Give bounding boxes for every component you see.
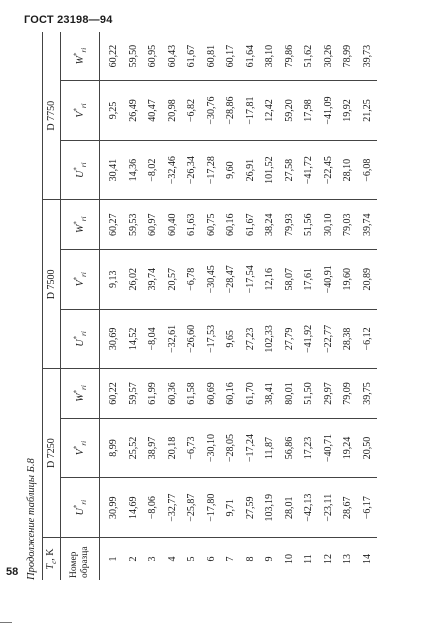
table-row	[338, 32, 358, 580]
table-cell: 27,79	[280, 309, 300, 369]
table-cell: 38,24	[260, 200, 280, 249]
table-cell: −28,05	[221, 418, 241, 478]
table-cell: 20,18	[163, 418, 183, 478]
sample-number-header: Номер образца	[61, 538, 100, 581]
table-cell: 101,52	[260, 140, 280, 200]
table-cell: 9,25	[100, 81, 124, 141]
table-cell: −17,54	[241, 249, 261, 309]
table-cell: 79,09	[338, 369, 358, 418]
rotated-table-block	[26, 30, 406, 580]
table-row	[241, 32, 261, 580]
table-cell: −32,61	[163, 309, 183, 369]
table-cell: 29,97	[319, 369, 339, 418]
group-header-d7750: D 7750	[43, 32, 61, 200]
sample-number: 10	[283, 554, 295, 564]
table-cell: 40,47	[143, 81, 163, 141]
table-cell: −42,13	[299, 478, 319, 538]
table-cell: 56,86	[280, 418, 300, 478]
sample-number: 8	[244, 556, 256, 562]
sample-number: 6	[205, 556, 217, 562]
table-cell: 59,20	[280, 81, 300, 141]
table-cell: −8,02	[143, 140, 163, 200]
table-cell: 79,93	[280, 200, 300, 249]
column-header: $U^*_{ri}$	[61, 309, 100, 369]
table-cell: −41,09	[319, 81, 339, 141]
sample-number: 5	[186, 556, 198, 562]
sample-number: 4	[166, 556, 178, 562]
table-cell: 21,25	[358, 81, 378, 141]
table-cell: 60,16	[221, 369, 241, 418]
column-header: $U^*_{ri}$	[61, 140, 100, 200]
table-cell: 102,33	[260, 309, 280, 369]
temperature-label-cell: $T_c$, K	[43, 538, 61, 581]
group-header-d7500: D 7500	[43, 200, 61, 369]
table-cell: 60,16	[221, 200, 241, 249]
table-cell: −22,45	[319, 140, 339, 200]
table-cell: 60,97	[143, 200, 163, 249]
table-cell: −23,11	[319, 478, 339, 538]
table-row	[280, 32, 300, 580]
corner-mark	[0, 622, 12, 623]
table-cell: −30,76	[202, 81, 222, 141]
table-cell: −32,77	[163, 478, 183, 538]
table-cell: 17,98	[299, 81, 319, 141]
table-row	[202, 32, 222, 580]
table-cell: 17,23	[299, 418, 319, 478]
table-cell: 51,50	[299, 369, 319, 418]
table-cell: 9,71	[221, 478, 241, 538]
sample-number: 14	[361, 554, 373, 564]
table-cell: −17,80	[202, 478, 222, 538]
table-cell: 25,52	[124, 418, 144, 478]
table-cell: 20,57	[163, 249, 183, 309]
table-cell: 12,16	[260, 249, 280, 309]
sample-number: 1	[108, 556, 120, 562]
sample-number: 2	[127, 556, 139, 562]
document-header: ГОСТ 23198—94	[24, 14, 113, 26]
data-table	[42, 32, 377, 580]
column-header: $W^*_{ri}$	[61, 200, 100, 249]
table-row	[143, 32, 163, 580]
table-cell: 61,70	[241, 369, 261, 418]
table-cell: 20,89	[358, 249, 378, 309]
table-cell: 26,49	[124, 81, 144, 141]
table-cell: 20,98	[163, 81, 183, 141]
table-cell: 28,67	[338, 478, 358, 538]
table-cell: 61,99	[143, 369, 163, 418]
table-cell: 60,95	[143, 32, 163, 81]
column-header: $V^*_{ri}$	[61, 81, 100, 141]
table-cell: 39,75	[358, 369, 378, 418]
column-header: $V^*_{ri}$	[61, 249, 100, 309]
table-cell: 30,41	[100, 140, 124, 200]
table-cell: 60,17	[221, 32, 241, 81]
sample-number: 12	[322, 554, 334, 564]
column-header: $V^*_{ri}$	[61, 418, 100, 478]
table-cell: 12,42	[260, 81, 280, 141]
table-cell: 8,99	[100, 418, 124, 478]
table-cell: 27,23	[241, 309, 261, 369]
table-cell: 14,36	[124, 140, 144, 200]
table-cell: −41,72	[299, 140, 319, 200]
table-caption: Продолжение таблицы Б.8	[26, 458, 37, 580]
sample-number: 9	[264, 556, 276, 562]
table-cell: −6,17	[358, 478, 378, 538]
table-cell: −40,91	[319, 249, 339, 309]
table-cell: −17,24	[241, 418, 261, 478]
table-cell: −6,73	[182, 418, 202, 478]
column-header: $W^*_{ri}$	[61, 32, 100, 81]
table-cell: −17,53	[202, 309, 222, 369]
table-cell: −30,45	[202, 249, 222, 309]
table-cell: 51,56	[299, 200, 319, 249]
sample-number: 3	[147, 556, 159, 562]
table-cell: 39,74	[143, 249, 163, 309]
table-cell: 38,10	[260, 32, 280, 81]
table-cell: 60,36	[163, 369, 183, 418]
table-cell: −17,81	[241, 81, 261, 141]
table-cell: −40,71	[319, 418, 339, 478]
table-cell: 14,52	[124, 309, 144, 369]
table-cell: −6,78	[182, 249, 202, 309]
table-row	[319, 32, 339, 580]
table-cell: 27,58	[280, 140, 300, 200]
table-cell: 39,74	[358, 200, 378, 249]
table-cell: −25,87	[182, 478, 202, 538]
table-cell: −26,60	[182, 309, 202, 369]
table-cell: 59,57	[124, 369, 144, 418]
table-cell: 11,87	[260, 418, 280, 478]
table-cell: −6,08	[358, 140, 378, 200]
table-cell: 60,69	[202, 369, 222, 418]
table-row	[358, 32, 378, 580]
sample-number: 13	[342, 554, 354, 564]
table-cell: 28,01	[280, 478, 300, 538]
table-cell: 19,60	[338, 249, 358, 309]
table-cell: 61,64	[241, 32, 261, 81]
table-cell: 9,13	[100, 249, 124, 309]
table-cell: 60,27	[100, 200, 124, 249]
table-cell: 14,69	[124, 478, 144, 538]
table-cell: 59,53	[124, 200, 144, 249]
table-cell: 80,01	[280, 369, 300, 418]
table-row	[260, 32, 280, 580]
table-cell: 59,50	[124, 32, 144, 81]
table-cell: −30,10	[202, 418, 222, 478]
table-cell: 38,41	[260, 369, 280, 418]
table-cell: 79,03	[338, 200, 358, 249]
table-cell: 51,62	[299, 32, 319, 81]
table-cell: −6,82	[182, 81, 202, 141]
table-cell: 61,67	[241, 200, 261, 249]
column-header: $U^*_{ri}$	[61, 478, 100, 538]
table-cell: 79,86	[280, 32, 300, 81]
table-cell: 9,60	[221, 140, 241, 200]
table-cell: 103,19	[260, 478, 280, 538]
table-cell: −17,28	[202, 140, 222, 200]
table-cell: 30,26	[319, 32, 339, 81]
table-cell: −26,34	[182, 140, 202, 200]
table-row	[163, 32, 183, 580]
table-cell: 9,65	[221, 309, 241, 369]
table-cell: 30,69	[100, 309, 124, 369]
table-cell: 60,40	[163, 200, 183, 249]
table-cell: 61,63	[182, 200, 202, 249]
table-cell: 58,07	[280, 249, 300, 309]
table-cell: 28,38	[338, 309, 358, 369]
table-cell: 30,10	[319, 200, 339, 249]
table-cell: 28,10	[338, 140, 358, 200]
table-cell: 30,99	[100, 478, 124, 538]
table-cell: 19,24	[338, 418, 358, 478]
group-header-d7250: D 7250	[43, 369, 61, 538]
page-number: 58	[6, 566, 19, 578]
table-cell: −41,92	[299, 309, 319, 369]
table-cell: 60,22	[100, 369, 124, 418]
table-row	[124, 32, 144, 580]
table-cell: −32,46	[163, 140, 183, 200]
table-row	[299, 32, 319, 580]
table-row	[100, 32, 124, 580]
table-cell: −8,04	[143, 309, 163, 369]
table-cell: −22,77	[319, 309, 339, 369]
table-row	[221, 32, 241, 580]
table-cell: 60,75	[202, 200, 222, 249]
table-cell: 61,67	[182, 32, 202, 81]
table-cell: −6,12	[358, 309, 378, 369]
table-cell: 60,81	[202, 32, 222, 81]
table-row	[182, 32, 202, 580]
table-cell: 19,92	[338, 81, 358, 141]
table-cell: 17,61	[299, 249, 319, 309]
table-cell: 78,99	[338, 32, 358, 81]
table-cell: 60,22	[100, 32, 124, 81]
table-cell: 26,02	[124, 249, 144, 309]
table-cell: 38,97	[143, 418, 163, 478]
table-cell: 27,59	[241, 478, 261, 538]
table-cell: −28,86	[221, 81, 241, 141]
table-cell: 61,58	[182, 369, 202, 418]
sample-number: 11	[303, 554, 315, 564]
column-header: $W^*_{ri}$	[61, 369, 100, 418]
table-cell: −28,47	[221, 249, 241, 309]
table-cell: 39,73	[358, 32, 378, 81]
sample-number: 7	[225, 556, 237, 562]
table-cell: −8,06	[143, 478, 163, 538]
table-cell: 60,43	[163, 32, 183, 81]
table-cell: 20,50	[358, 418, 378, 478]
table-cell: 26,91	[241, 140, 261, 200]
